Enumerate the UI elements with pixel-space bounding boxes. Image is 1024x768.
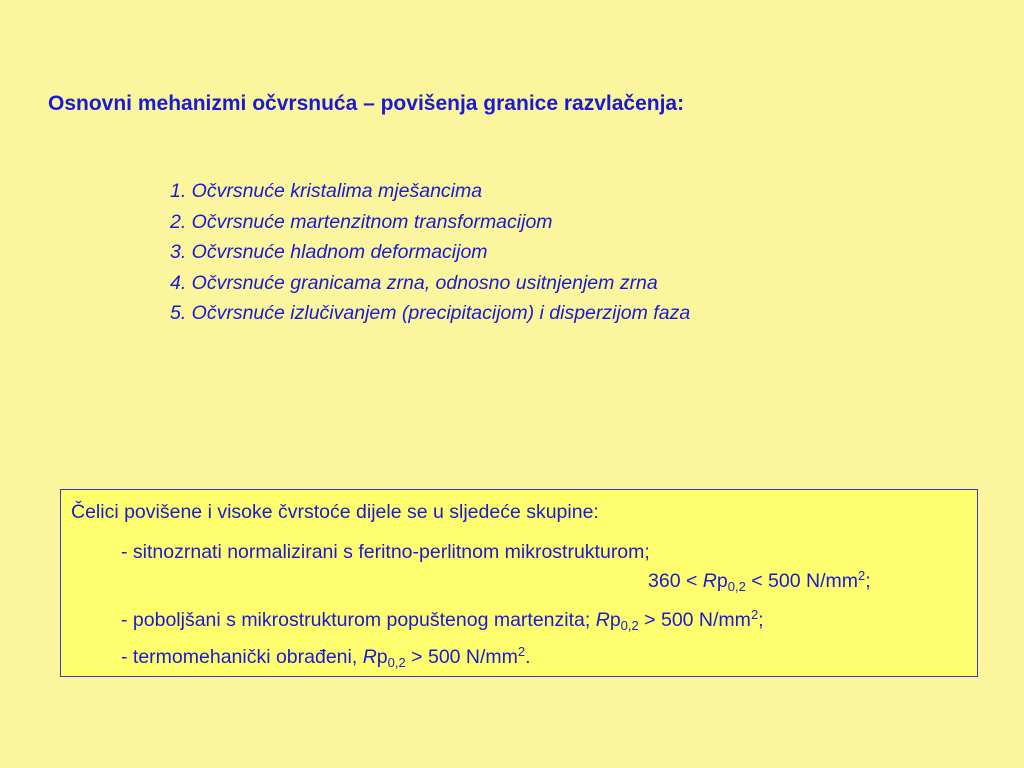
group-1-range (648, 569, 871, 593)
group-3 (121, 645, 531, 669)
group-1-text: - sitnozrnati normalizirani s feritno-perlitnom mikrostrukturom; (121, 541, 650, 563)
range-op-2: < (751, 570, 763, 592)
line-end: ; (758, 609, 764, 631)
group-2-value: 500 N/mm (660, 609, 751, 631)
group-2-text: - poboljšani s mikrostrukturom popuštenog martenzita; (121, 609, 591, 631)
list-item: 3. Očvrsnuće hladnom deformacijom (170, 241, 488, 263)
yield-subscript: 0,2 (387, 655, 406, 670)
slide-title: Osnovni mehanizmi očvrsnuća – povišenja granice razvlačenja: (48, 92, 685, 115)
list-item: 5. Očvrsnuće izlučivanjem (precipitacijom) i disperzijom faza (170, 302, 691, 324)
unit-superscript: 2 (517, 644, 526, 659)
range-low: 360 (648, 570, 681, 592)
list-item: 1. Očvrsnuće kristalima mješancima (170, 180, 483, 202)
mechanism-list (170, 176, 690, 329)
comparison-op: > (644, 609, 656, 631)
yield-symbol: R (595, 609, 610, 631)
line-end: . (525, 646, 531, 668)
unit-superscript: 2 (858, 568, 866, 583)
list-item: 2. Očvrsnuće martenzitnom transformacijom (170, 210, 553, 233)
yield-symbol: R (702, 570, 717, 592)
group-3-text: - termomehanički obrađeni, (121, 646, 358, 668)
unit-superscript: 2 (750, 607, 759, 622)
group-2 (121, 608, 764, 632)
group-3-value: 500 N/mm (427, 646, 518, 668)
range-high: 500 N/mm (768, 570, 858, 592)
range-op-1: < (685, 570, 698, 592)
list-item: 4. Očvrsnuće granicama zrna, odnosno usitnjenjem zrna (170, 271, 658, 294)
yield-subscript: 0,2 (620, 618, 639, 633)
line-end: ; (865, 570, 871, 592)
steel-groups-box (60, 489, 978, 677)
yield-symbol-rest: p (609, 609, 621, 631)
yield-symbol-rest: p (716, 570, 728, 592)
yield-symbol: R (362, 646, 377, 668)
yield-subscript: 0,2 (727, 579, 746, 594)
yield-symbol-rest: p (376, 646, 388, 668)
box-intro: Čelici povišene i visoke čvrstoće dijele se u sljedeće skupine: (71, 501, 599, 523)
comparison-op: > (411, 646, 423, 668)
